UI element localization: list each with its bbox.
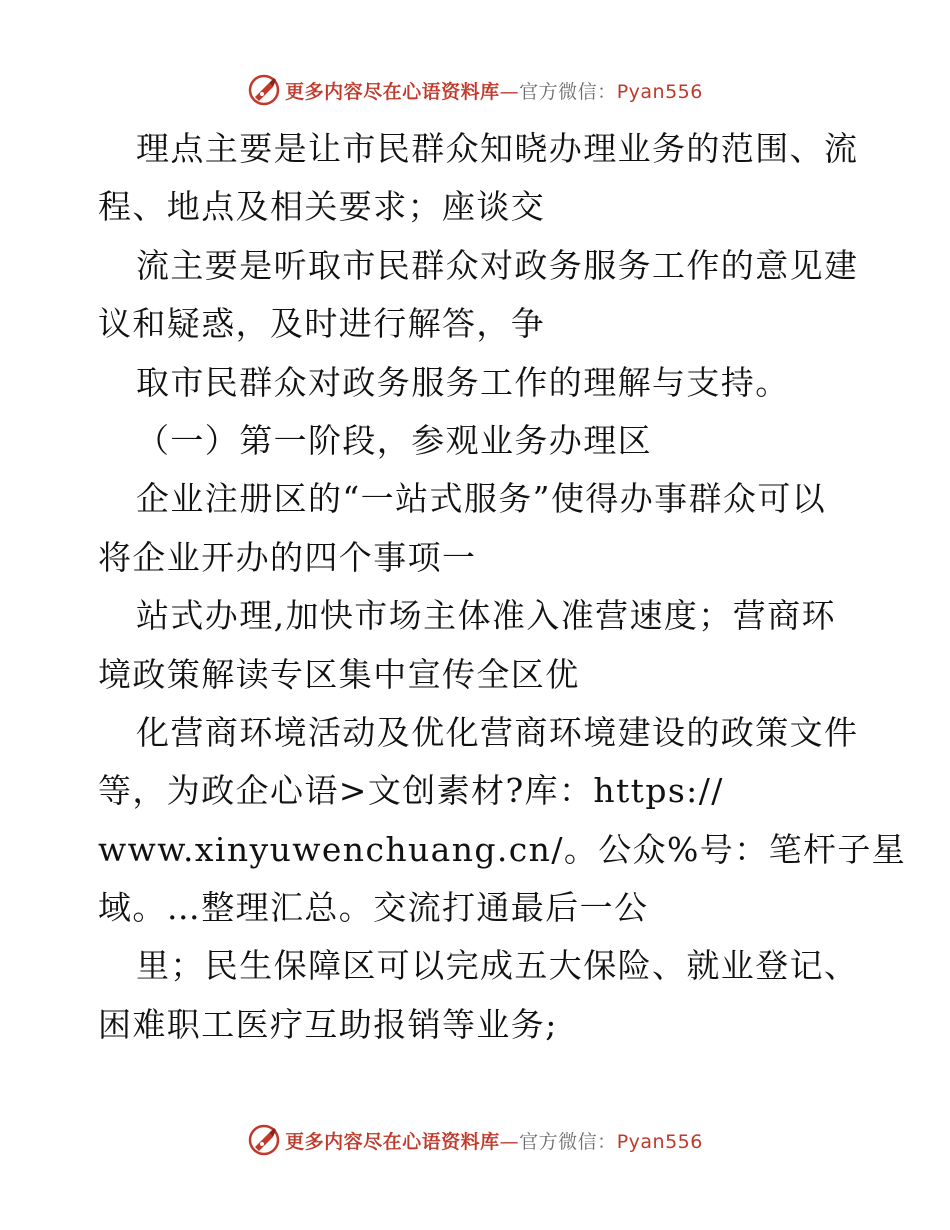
body-line: 议和疑惑，及时进行解答，争 xyxy=(98,304,546,344)
body-line: 将企业开办的四个事项一 xyxy=(98,537,477,577)
body-line: 境政策解读专区集中宣传全区优 xyxy=(98,654,580,694)
section-heading: （一）第一阶段，参观业务办理区 xyxy=(136,420,652,460)
header-banner-wechat-id: Pyan556 xyxy=(616,80,703,103)
body-line: 流主要是听取市民群众对政务服务工作的意见建 xyxy=(136,245,859,285)
footer-banner-tail: 官方微信： xyxy=(519,1130,617,1153)
body-line: 域。…整理汇总。交流打通最后一公 xyxy=(98,888,649,928)
header-banner-lead: 更多内容尽在心语资料库 xyxy=(285,80,500,103)
body-line: 困难职工医疗互助报销等业务; xyxy=(98,1004,558,1044)
header-banner-dash: — xyxy=(499,80,520,103)
pen-nib-logo-icon xyxy=(247,1123,281,1157)
body-line: 取市民群众对政务服务工作的理解与支持。 xyxy=(136,362,790,402)
body-line: 程、地点及相关要求；座谈交 xyxy=(98,187,546,227)
footer-banner-lead: 更多内容尽在心语资料库 xyxy=(285,1130,500,1153)
header-banner xyxy=(0,70,950,110)
body-line: 等，为政企心语>文创素材?库：https:// xyxy=(98,771,724,811)
header-banner-tail: 官方微信： xyxy=(519,80,617,103)
body-line: 企业注册区的“一站式服务”使得办事群众可以 xyxy=(136,479,827,519)
footer-banner-dash: — xyxy=(499,1130,520,1153)
body-line: 里；民生保障区可以完成五大保险、就业登记、 xyxy=(136,946,859,986)
body-line: 化营商环境活动及优化营商环境建设的政策文件 xyxy=(136,712,859,752)
body-line: 理点主要是让市民群众知晓办理业务的范围、流 xyxy=(136,129,859,168)
pen-nib-logo-icon xyxy=(247,73,281,107)
body-line: 站式办理,加快市场主体准入准营速度；营商环 xyxy=(136,596,836,636)
footer-banner-text xyxy=(285,1127,703,1154)
document-body xyxy=(98,120,907,1054)
header-banner-text xyxy=(285,77,703,104)
footer-banner xyxy=(0,1120,950,1160)
footer-banner-wechat-id: Pyan556 xyxy=(616,1130,703,1153)
body-line: www.xinyuwenchuang.cn/。公众%号：笔杆子星 xyxy=(98,829,907,869)
